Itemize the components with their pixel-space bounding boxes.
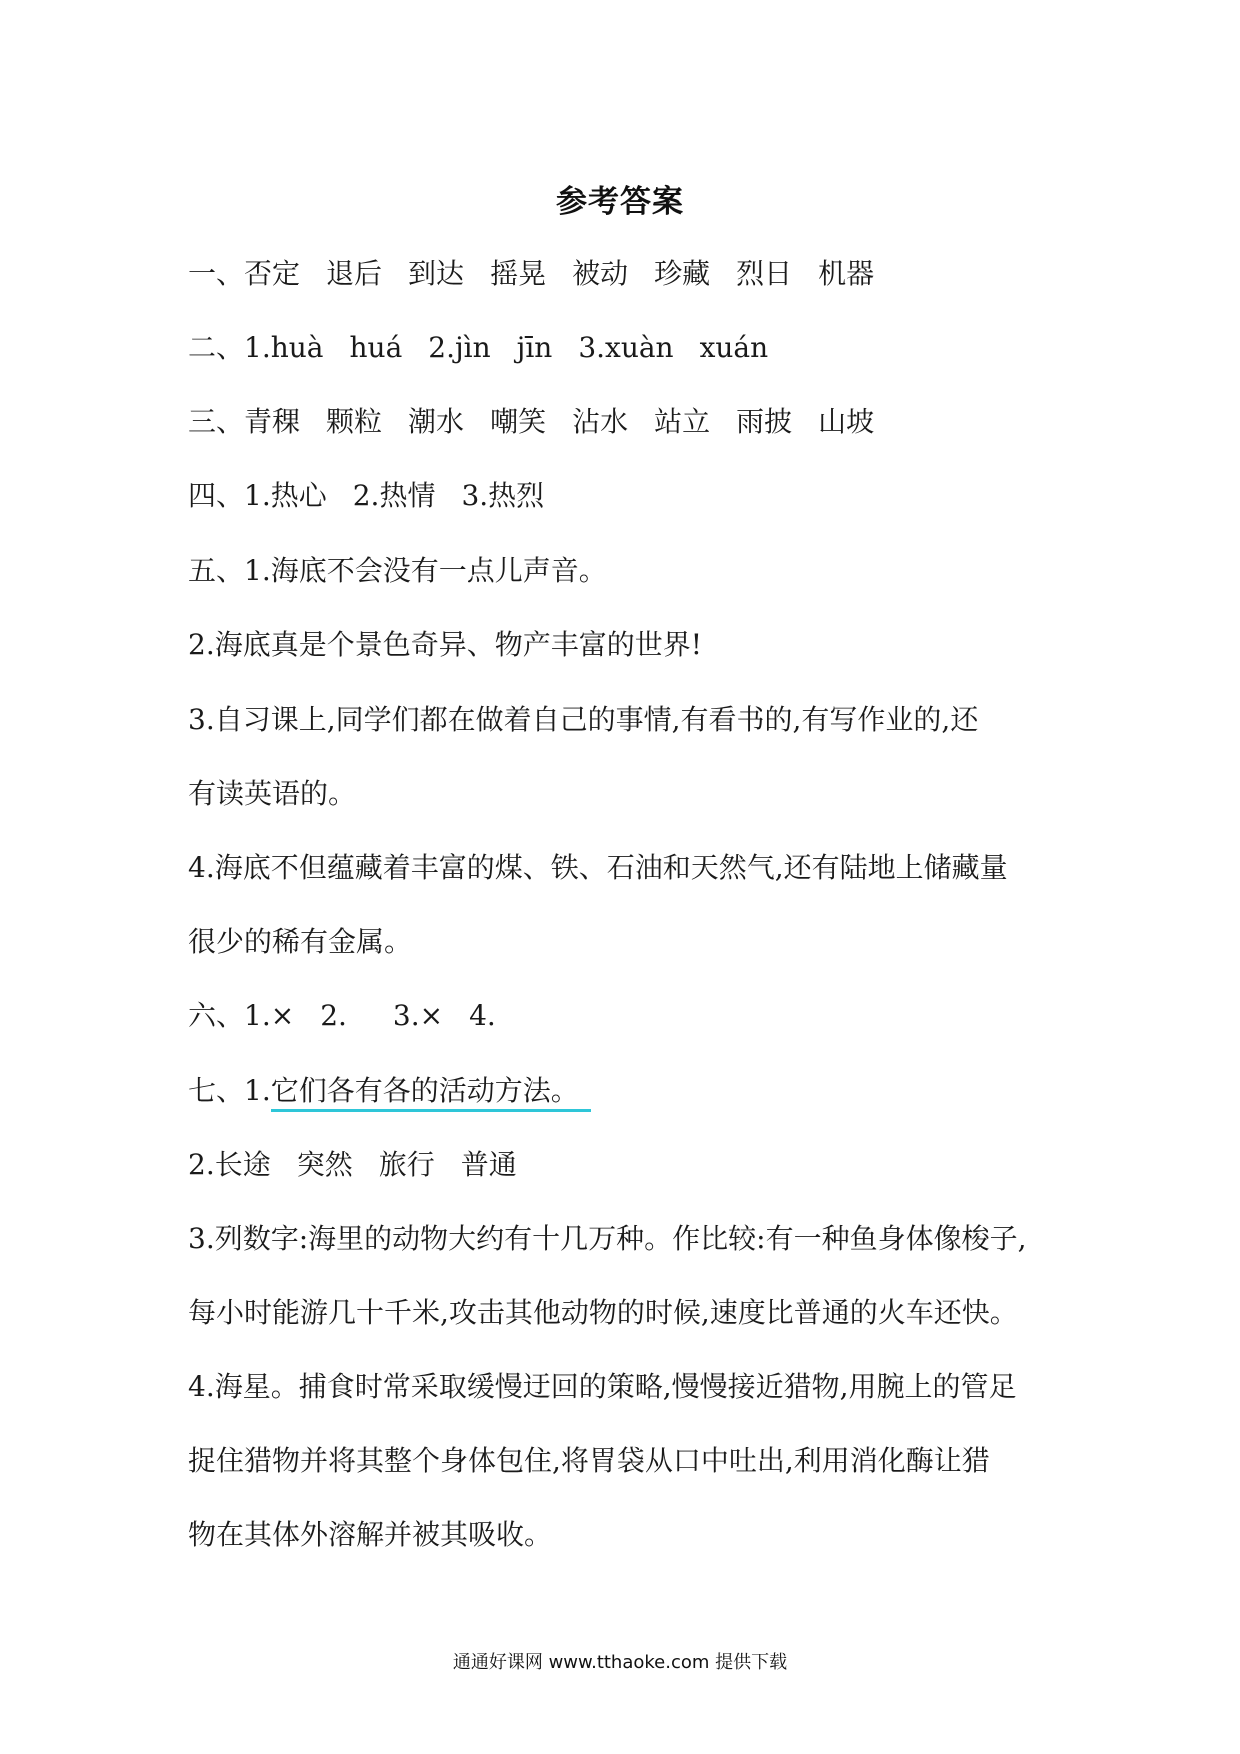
answer-word: 被动 — [572, 257, 629, 290]
answer-line: 捉住猎物并将其整个身体包住,将胃袋从口中吐出,利用消化酶让猎 — [188, 1444, 990, 1477]
answer-section-4 — [188, 478, 544, 514]
pinyin-item: xuán — [699, 331, 769, 364]
answer-word: 退后 — [326, 257, 383, 290]
answer-section-3 — [188, 404, 874, 440]
answer-line: 3.列数字:海里的动物大约有十几万种。作比较:有一种鱼身体像梭子, — [188, 1222, 1027, 1255]
answer-section-1 — [188, 256, 874, 292]
section-1-prefix: 一、 — [188, 257, 245, 290]
section-6-prefix: 六、 — [188, 999, 245, 1032]
pinyin-item: jīn — [516, 331, 553, 364]
section-3-prefix: 三、 — [188, 405, 245, 438]
judgement-item: 4. — [469, 999, 496, 1032]
answer-word: 珍藏 — [654, 257, 711, 290]
answer-word: 机器 — [818, 257, 875, 290]
answer-word: 颗粒 — [326, 405, 383, 438]
answer-line: 很少的稀有金属。 — [188, 925, 413, 958]
answer-word: 站立 — [654, 405, 711, 438]
answer-item: 3.热烈 — [461, 479, 545, 512]
answer-word: 到达 — [408, 257, 465, 290]
answer-word: 雨披 — [736, 405, 793, 438]
pinyin-item: 1.huà — [244, 331, 324, 364]
answer-line: 4.海星。捕食时常采取缓慢迂回的策略,慢慢接近猎物,用腕上的管足 — [188, 1370, 1017, 1403]
section-4-prefix: 四、 — [188, 479, 245, 512]
judgement-item: 3.× — [392, 999, 444, 1032]
answer-line: 2.海底真是个景色奇异、物产丰富的世界! — [188, 628, 702, 661]
answer-section-6 — [188, 998, 496, 1034]
pinyin-item: 2.jìn — [428, 331, 491, 364]
pinyin-item: huá — [349, 331, 403, 364]
answer-word: 突然 — [296, 1148, 353, 1181]
answer-word: 普通 — [460, 1148, 517, 1181]
answer-word: 摇晃 — [490, 257, 547, 290]
answer-line: 有读英语的。 — [188, 777, 357, 810]
pinyin-item: 3.xuàn — [578, 331, 674, 364]
answer-section-7-2 — [188, 1147, 517, 1183]
answer-line: 五、1.海底不会没有一点儿声音。 — [188, 554, 607, 587]
answer-item: 2.热情 — [352, 479, 436, 512]
answer-line: 每小时能游几十千米,攻击其他动物的时候,速度比普通的火车还快。 — [188, 1296, 1018, 1329]
answer-word: 青稞 — [244, 405, 301, 438]
answer-word: 沾水 — [572, 405, 629, 438]
answer-line: 物在其体外溶解并被其吸收。 — [188, 1518, 553, 1551]
answer-word: 烈日 — [736, 257, 793, 290]
answer-word: 潮水 — [408, 405, 465, 438]
section-2-prefix: 二、 — [188, 331, 245, 364]
answer-section-7 — [188, 1073, 591, 1109]
underlined-answer: 它们各有各的活动方法。 — [271, 1074, 591, 1112]
answer-line: 4.海底不但蕴藏着丰富的煤、铁、石油和天然气,还有陆地上储藏量 — [188, 851, 1008, 884]
answer-word: 山坡 — [818, 405, 875, 438]
answer-item: 1.热心 — [244, 479, 327, 512]
answer-word: 2.长途 — [188, 1148, 271, 1181]
section-7-prefix: 七、1. — [188, 1074, 271, 1107]
answer-word: 旅行 — [378, 1148, 435, 1181]
answer-word: 否定 — [244, 257, 301, 290]
answer-word: 嘲笑 — [490, 405, 547, 438]
page-title: 参考答案 — [556, 184, 684, 220]
judgement-item: 2. — [320, 999, 347, 1032]
judgement-item: 1.× — [244, 999, 295, 1032]
answer-line: 3.自习课上,同学们都在做着自己的事情,有看书的,有写作业的,还 — [188, 703, 979, 736]
page-footer: 通通好课网 www.tthaoke.com 提供下载 — [452, 1652, 788, 1673]
answer-section-2 — [188, 330, 768, 366]
